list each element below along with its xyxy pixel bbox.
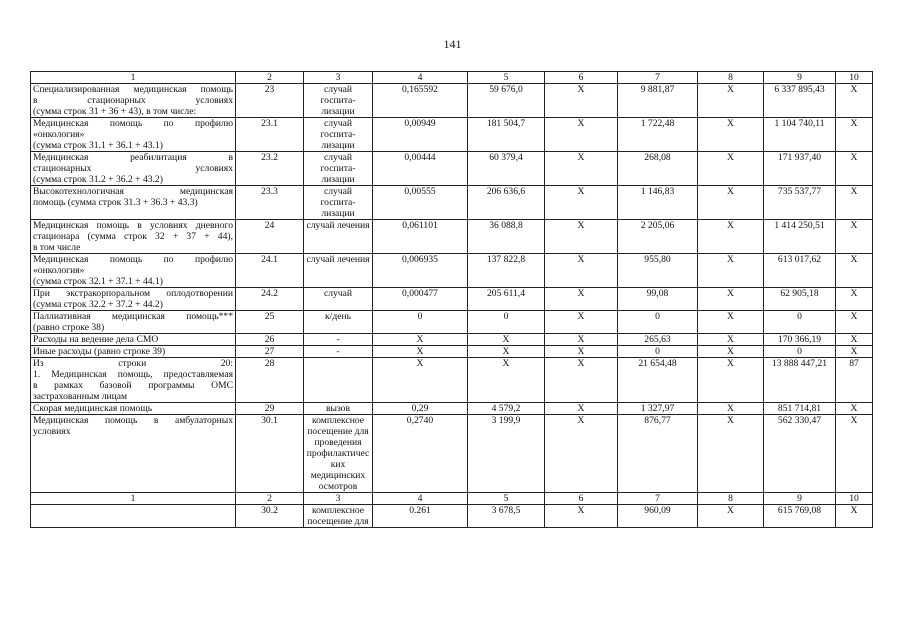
row-label: Скорая медицинская помощь [31, 403, 236, 415]
page-number: 141 [443, 37, 462, 51]
cell-col-5: 36 088,8 [468, 220, 545, 254]
cell-col-7: 99,08 [618, 288, 698, 311]
cell-col-8: X [698, 415, 764, 493]
cell-col-7: 2 205,06 [618, 220, 698, 254]
cell-col-5: X [468, 334, 545, 346]
column-header-2: 2 [236, 72, 304, 84]
cell-col-2: 23.2 [236, 152, 304, 186]
cell-col-4: X [373, 334, 468, 346]
table-row [31, 84, 873, 118]
cell-col-7: 876,77 [618, 415, 698, 493]
cell-col-9: 735 537,77 [764, 186, 836, 220]
cell-col-4: 0,000477 [373, 288, 468, 311]
row-label: Специализированная медицинская помощь в стационарных условиях (сумма строк 31 + 36 + 43), в том числе: [31, 84, 236, 118]
cell-col-10: X [836, 118, 873, 152]
header-row-repeat [31, 493, 873, 505]
cell-col-7: 955,80 [618, 254, 698, 288]
cell-col-3: случай госпита- лизации [304, 84, 373, 118]
cell-col-9: 613 017,62 [764, 254, 836, 288]
cell-col-4: X [373, 358, 468, 403]
cell-col-9: 1 104 740,11 [764, 118, 836, 152]
cell-col-6: X [545, 415, 618, 493]
column-header-2: 2 [236, 493, 304, 505]
column-header-5: 5 [468, 493, 545, 505]
table-row [31, 220, 873, 254]
cell-col-7: 268,08 [618, 152, 698, 186]
table-row [31, 254, 873, 288]
cell-col-4: 0,00444 [373, 152, 468, 186]
column-header-8: 8 [698, 493, 764, 505]
cell-col-10: X [836, 288, 873, 311]
cell-col-10: X [836, 311, 873, 334]
cell-col-6: X [545, 311, 618, 334]
cell-col-2: 30.1 [236, 415, 304, 493]
table-row [31, 415, 873, 493]
cell-col-9: 171 937,40 [764, 152, 836, 186]
row-label: Иные расходы (равно строке 39) [31, 346, 236, 358]
cell-col-2: 25 [236, 311, 304, 334]
cell-col-6: X [545, 152, 618, 186]
cell-col-4: 0,29 [373, 403, 468, 415]
cell-col-9: 1 414 250,51 [764, 220, 836, 254]
cell-col-5: 0 [468, 311, 545, 334]
cell-col-5: 3 199,9 [468, 415, 545, 493]
cell-col-6: X [545, 358, 618, 403]
row-label: Из строки 20: 1. Медицинская помощь, предоставляемая в рамках базовой программы ОМС застрахованным лицам [31, 358, 236, 403]
column-header-10: 10 [836, 72, 873, 84]
cell-col-5: 3 678,5 [468, 505, 545, 528]
table-body [31, 72, 873, 528]
cell-col-6: X [545, 220, 618, 254]
cell-col-10: X [836, 334, 873, 346]
row-label [31, 505, 236, 528]
cell-col-8: X [698, 186, 764, 220]
cell-col-7: 21 654,48 [618, 358, 698, 403]
cell-col-10: X [836, 346, 873, 358]
column-header-6: 6 [545, 493, 618, 505]
column-header-4: 4 [373, 72, 468, 84]
row-label: Медицинская помощь по профилю «онкология» (сумма строк 31.1 + 36.1 + 43.1) [31, 118, 236, 152]
cell-col-7: 0 [618, 346, 698, 358]
table-row [31, 186, 873, 220]
cell-col-3 [304, 358, 373, 403]
column-header-9: 9 [764, 72, 836, 84]
cell-col-2: 26 [236, 334, 304, 346]
cell-col-5: 206 636,6 [468, 186, 545, 220]
cell-col-3: случай лечения [304, 220, 373, 254]
cell-col-6: X [545, 254, 618, 288]
cell-col-9: 615 769,08 [764, 505, 836, 528]
column-header-9: 9 [764, 493, 836, 505]
cell-col-9: 170 366,19 [764, 334, 836, 346]
row-label: Медицинская помощь по профилю «онкология» (сумма строк 32.1 + 37.1 + 44.1) [31, 254, 236, 288]
cell-col-8: X [698, 311, 764, 334]
cell-col-10: 87 [836, 358, 873, 403]
row-label: Паллиативная медицинская помощь*** (равно строке 38) [31, 311, 236, 334]
cell-col-4: 0,165592 [373, 84, 468, 118]
table-row [31, 403, 873, 415]
cell-col-3: - [304, 334, 373, 346]
cell-col-8: X [698, 358, 764, 403]
cell-col-6: X [545, 334, 618, 346]
cell-col-6: X [545, 505, 618, 528]
column-header-3: 3 [304, 493, 373, 505]
cell-col-6: X [545, 288, 618, 311]
cell-col-7: 9 881,87 [618, 84, 698, 118]
table-row [31, 118, 873, 152]
cell-col-8: X [698, 152, 764, 186]
cell-col-9: 0 [764, 311, 836, 334]
table-row [31, 346, 873, 358]
cell-col-5: X [468, 346, 545, 358]
cell-col-3: случай госпита- лизации [304, 186, 373, 220]
cell-col-7: 1 327,97 [618, 403, 698, 415]
cell-col-4: 0,2740 [373, 415, 468, 493]
financing-table [30, 71, 873, 528]
cell-col-3: комплексное посещение для [304, 505, 373, 528]
cell-col-10: X [836, 415, 873, 493]
cell-col-6: X [545, 84, 618, 118]
cell-col-5: 181 504,7 [468, 118, 545, 152]
column-header-1: 1 [31, 493, 236, 505]
cell-col-4: 0,00949 [373, 118, 468, 152]
cell-col-2: 29 [236, 403, 304, 415]
cell-col-7: 960,09 [618, 505, 698, 528]
column-header-7: 7 [618, 493, 698, 505]
cell-col-10: X [836, 186, 873, 220]
table-row [31, 505, 873, 528]
cell-col-9: 0 [764, 346, 836, 358]
cell-col-5: 4 579,2 [468, 403, 545, 415]
cell-col-6: X [545, 186, 618, 220]
cell-col-8: X [698, 84, 764, 118]
column-header-10: 10 [836, 493, 873, 505]
cell-col-3: вызов [304, 403, 373, 415]
cell-col-10: X [836, 254, 873, 288]
cell-col-3: случай лечения [304, 254, 373, 288]
cell-col-8: X [698, 346, 764, 358]
row-label: Высокотехнологичная медицинская помощь (сумма строк 31.3 + 36.3 + 43.3) [31, 186, 236, 220]
cell-col-4: 0,00555 [373, 186, 468, 220]
cell-col-9: 62 905,18 [764, 288, 836, 311]
cell-col-2: 23.3 [236, 186, 304, 220]
row-label: Медицинская реабилитация в стационарных условиях (сумма строк 31.2 + 36.2 + 43.2) [31, 152, 236, 186]
cell-col-8: X [698, 288, 764, 311]
cell-col-2: 28 [236, 358, 304, 403]
cell-col-9: 6 337 895,43 [764, 84, 836, 118]
cell-col-8: X [698, 403, 764, 415]
cell-col-6: X [545, 346, 618, 358]
cell-col-2: 23 [236, 84, 304, 118]
cell-col-7: 1 146,83 [618, 186, 698, 220]
cell-col-9: 562 330,47 [764, 415, 836, 493]
cell-col-5: X [468, 358, 545, 403]
column-header-7: 7 [618, 72, 698, 84]
table-row [31, 334, 873, 346]
cell-col-4: 0 [373, 311, 468, 334]
cell-col-3: случай [304, 288, 373, 311]
cell-col-5: 137 822,8 [468, 254, 545, 288]
table-row [31, 152, 873, 186]
cell-col-4: 0.261 [373, 505, 468, 528]
column-header-5: 5 [468, 72, 545, 84]
cell-col-4: 0,061101 [373, 220, 468, 254]
column-header-6: 6 [545, 72, 618, 84]
column-header-8: 8 [698, 72, 764, 84]
cell-col-8: X [698, 505, 764, 528]
cell-col-7: 265,63 [618, 334, 698, 346]
cell-col-2: 24.2 [236, 288, 304, 311]
cell-col-5: 59 676,0 [468, 84, 545, 118]
cell-col-8: X [698, 220, 764, 254]
cell-col-5: 60 379,4 [468, 152, 545, 186]
cell-col-6: X [545, 118, 618, 152]
cell-col-10: X [836, 505, 873, 528]
cell-col-10: X [836, 84, 873, 118]
cell-col-2: 23.1 [236, 118, 304, 152]
cell-col-2: 27 [236, 346, 304, 358]
column-header-1: 1 [31, 72, 236, 84]
cell-col-4: 0,006935 [373, 254, 468, 288]
cell-col-8: X [698, 254, 764, 288]
row-label: Медицинская помощь в амбулаторных условиях [31, 415, 236, 493]
cell-col-3: случай госпита- лизации [304, 118, 373, 152]
cell-col-3: комплексное посещение для проведения профилактичес ких медицинских осмотров [304, 415, 373, 493]
cell-col-7: 1 722,48 [618, 118, 698, 152]
cell-col-9: 851 714,81 [764, 403, 836, 415]
cell-col-4: X [373, 346, 468, 358]
cell-col-10: X [836, 220, 873, 254]
table-row [31, 288, 873, 311]
cell-col-3: случай госпита- лизации [304, 152, 373, 186]
row-label: Медицинская помощь в условиях дневного стационара (сумма строк 32 + 37 + 44), в том числе [31, 220, 236, 254]
cell-col-2: 24.1 [236, 254, 304, 288]
cell-col-7: 0 [618, 311, 698, 334]
cell-col-2: 24 [236, 220, 304, 254]
cell-col-10: X [836, 403, 873, 415]
cell-col-3: - [304, 346, 373, 358]
cell-col-10: X [836, 152, 873, 186]
cell-col-2: 30.2 [236, 505, 304, 528]
row-label: При экстракорпоральном оплодотворении (сумма строк 32.2 + 37.2 + 44.2) [31, 288, 236, 311]
column-header-3: 3 [304, 72, 373, 84]
cell-col-6: X [545, 403, 618, 415]
row-label: Расходы на ведение дела СМО [31, 334, 236, 346]
cell-col-8: X [698, 334, 764, 346]
cell-col-5: 205 611,4 [468, 288, 545, 311]
cell-col-3: к/день [304, 311, 373, 334]
table-row [31, 311, 873, 334]
column-header-4: 4 [373, 493, 468, 505]
cell-col-9: 13 888 447,21 [764, 358, 836, 403]
header-row [31, 72, 873, 84]
cell-col-8: X [698, 118, 764, 152]
table-row [31, 358, 873, 403]
